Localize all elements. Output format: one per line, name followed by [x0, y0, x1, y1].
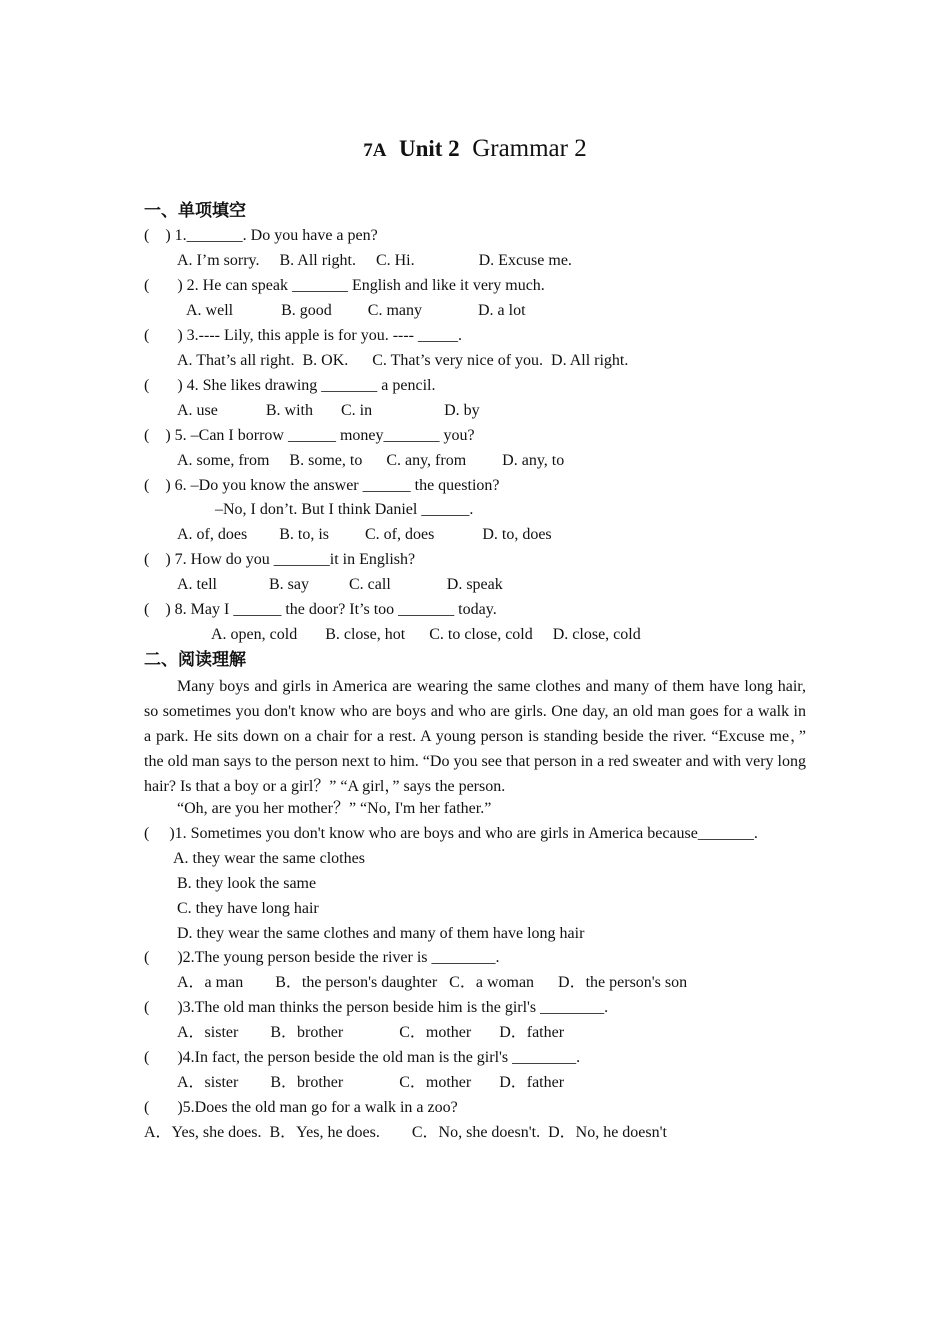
options-line: A．a man B．the person's daughter C．a woman D．the person's son [177, 974, 688, 991]
question-line: ( ) 6. –Do you know the answer ______ the question? [144, 477, 500, 494]
option-line: C. they have long hair [177, 900, 319, 917]
options-line: A．Yes, she does. B．Yes, he does. C．No, she doesn't. D．No, he doesn't [144, 1124, 667, 1141]
section-heading-reading: 二、阅读理解 [144, 650, 246, 670]
options-line: A. use B. with C. in D. by [177, 402, 480, 419]
options-line: A. some, from B. some, to C. any, from D. any, to [177, 452, 565, 469]
question-line: ( )5.Does the old man go for a walk in a zoo? [144, 1099, 458, 1116]
question-line: ( ) 3.---- Lily, this apple is for you. ---- _____. [144, 327, 462, 344]
question-line: ( )2.The young person beside the river is ________. [144, 949, 500, 966]
section-heading-multiple-choice: 一、单项填空 [144, 201, 246, 221]
question-line: ( ) 8. May I ______ the door? It’s too _______ today. [144, 601, 497, 618]
option-line: D. they wear the same clothes and many of them have long hair [177, 925, 585, 942]
options-line: A．sister B．brother C．mother D．father [177, 1024, 565, 1041]
reading-dialogue: “Oh, are you her mother？” “No, I'm her father.” [177, 800, 492, 817]
title-grade: 7A [363, 140, 387, 161]
options-line: A. That’s all right. B. OK. C. That’s very nice of you. D. All right. [177, 352, 629, 369]
options-line: A．sister B．brother C．mother D．father [177, 1074, 565, 1091]
question-line: ( ) 1._______. Do you have a pen? [144, 227, 378, 244]
question-line: ( )3.The old man thinks the person beside him is the girl's ________. [144, 999, 609, 1016]
options-line: A. tell B. say C. call D. speak [177, 576, 503, 593]
option-line: A. they wear the same clothes [173, 850, 365, 867]
title-topic: Grammar 2 [472, 135, 587, 162]
question-line: ( ) 5. –Can I borrow ______ money_______ you? [144, 427, 475, 444]
question-line-continued: –No, I don’t. But I think Daniel ______. [215, 501, 474, 518]
options-line: A. I’m sorry. B. All right. C. Hi. D. Excuse me. [177, 252, 572, 269]
question-line: ( ) 7. How do you _______it in English? [144, 551, 416, 568]
question-line: ( ) 2. He can speak _______ English and like it very much. [144, 277, 545, 294]
options-line: A. of, does B. to, is C. of, does D. to, does [177, 526, 552, 543]
options-line: A. open, cold B. close, hot C. to close, cold D. close, cold [211, 626, 641, 643]
option-line: B. they look the same [177, 875, 317, 892]
title-unit: Unit 2 [398, 136, 460, 161]
question-line: ( )4.In fact, the person beside the old man is the girl's ________. [144, 1049, 581, 1066]
options-line: A. well B. good C. many D. a lot [186, 302, 526, 319]
page-title [0, 133, 950, 167]
question-line: ( )1. Sometimes you don't know who are boys and who are girls in America because_______. [144, 825, 758, 842]
reading-passage: Many boys and girls in America are wearing the same clothes and many of them have long hair, so sometimes you don't know who are boys and who are girls. One day, an old man goes for a walk in a park. He sits down on a chair for a rest. A young person is standing beside the river. “Excuse me，” the old man says to the person next to him. “Do you see that person in a red sweater and with very long hair? Is that a boy or a girl？” “A girl，” says the person. [144, 678, 806, 795]
question-line: ( ) 4. She likes drawing _______ a pencil. [144, 377, 436, 394]
